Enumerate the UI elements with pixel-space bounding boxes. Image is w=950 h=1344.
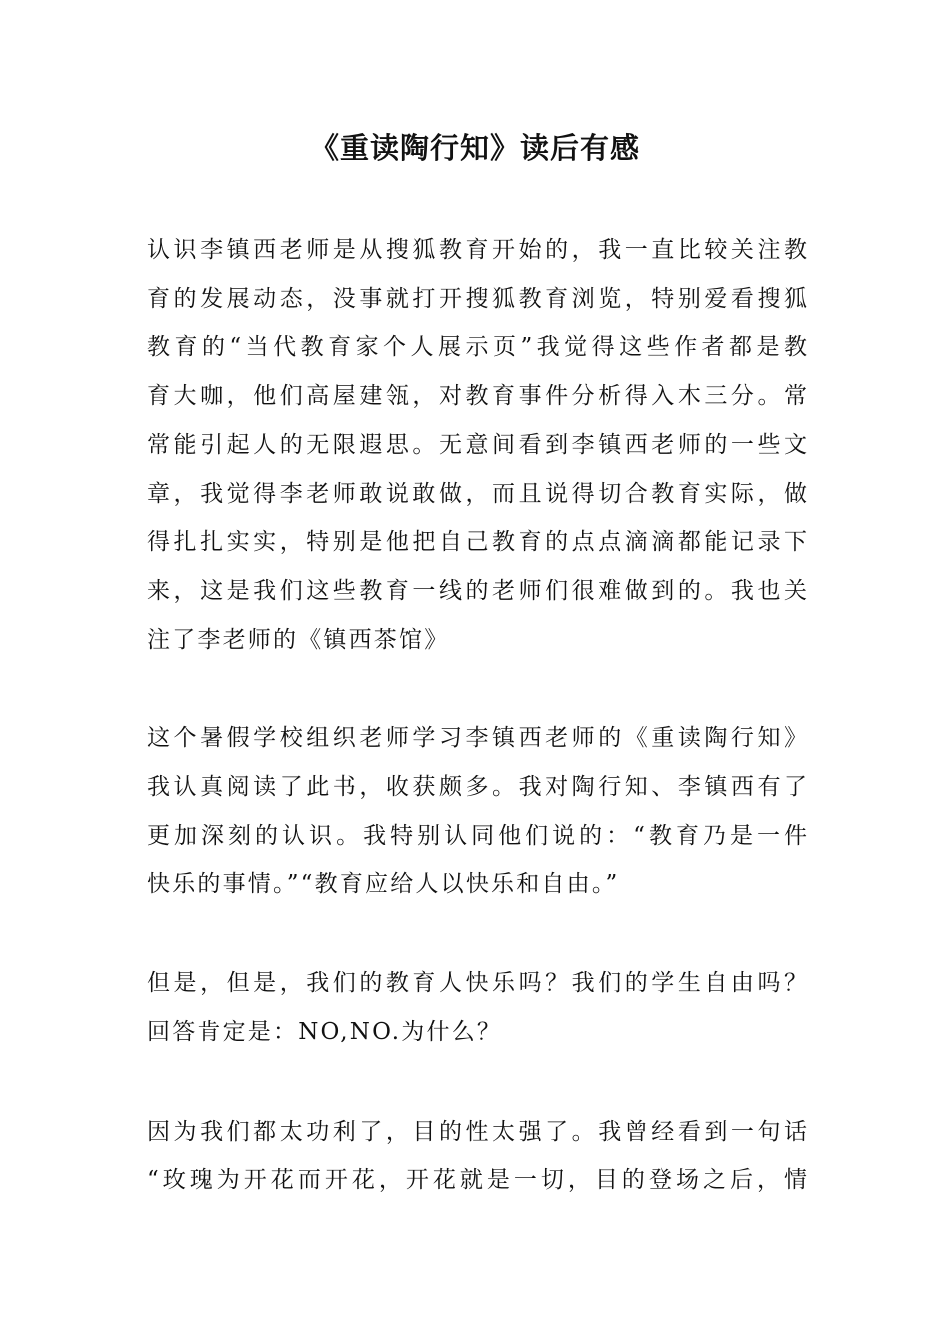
paragraph-line: 育的发展动态，没事就打开搜狐教育浏览，特别爱看搜狐 — [147, 285, 807, 312]
paragraph-line: 常能引起人的无限遐思。无意间看到李镇西老师的一些文 — [147, 431, 807, 458]
paragraph-2 — [147, 714, 807, 909]
paragraph-line: 因为我们都太功利了，目的性太强了。我曾经看到一句话 — [147, 1118, 807, 1145]
paragraph-line: 来，这是我们这些教育一线的老师们很难做到的。我也关 — [147, 577, 807, 604]
paragraph-line: 育大咖，他们高屋建瓴，对教育事件分析得入木三分。常 — [147, 383, 807, 410]
paragraph-line: 注了李老师的《镇西茶馆》 — [147, 626, 450, 653]
paragraph-3 — [147, 959, 807, 1056]
document-title: 《重读陶行知》读后有感 — [309, 131, 640, 165]
paragraph-line: 章，我觉得李老师敢说敢做，而且说得切合教育实际，做 — [147, 480, 807, 507]
paragraph-line: 得扎扎实实，特别是他把自己教育的点点滴滴都能记录下 — [147, 529, 807, 556]
paragraph-line: 快乐的事情。”“教育应给人以快乐和自由。” — [147, 871, 620, 898]
paragraph-line: 认识李镇西老师是从搜狐教育开始的，我一直比较关注教 — [147, 237, 807, 263]
paragraph-4 — [147, 1108, 807, 1205]
paragraph-line: 更加深刻的认识。我特别认同他们说的：“教育乃是一件 — [147, 822, 807, 849]
paragraph-line: 但是，但是，我们的教育人快乐吗？我们的学生自由吗？ — [147, 970, 807, 997]
paragraph-line: 教育的“当代教育家个人展示页”我觉得这些作者都是教 — [147, 334, 807, 361]
document-body — [147, 226, 807, 1257]
paragraph-1 — [147, 226, 807, 664]
paragraph-line: 回答肯定是：NO,NO.为什么？ — [147, 1018, 503, 1045]
paragraph-line: 我认真阅读了此书，收获颇多。我对陶行知、李镇西有了 — [147, 774, 807, 801]
paragraph-line: 这个暑假学校组织老师学习李镇西老师的《重读陶行知》 — [147, 725, 807, 752]
paragraph-line: “玫瑰为开花而开花，开花就是一切，目的登场之后，情 — [147, 1167, 807, 1194]
